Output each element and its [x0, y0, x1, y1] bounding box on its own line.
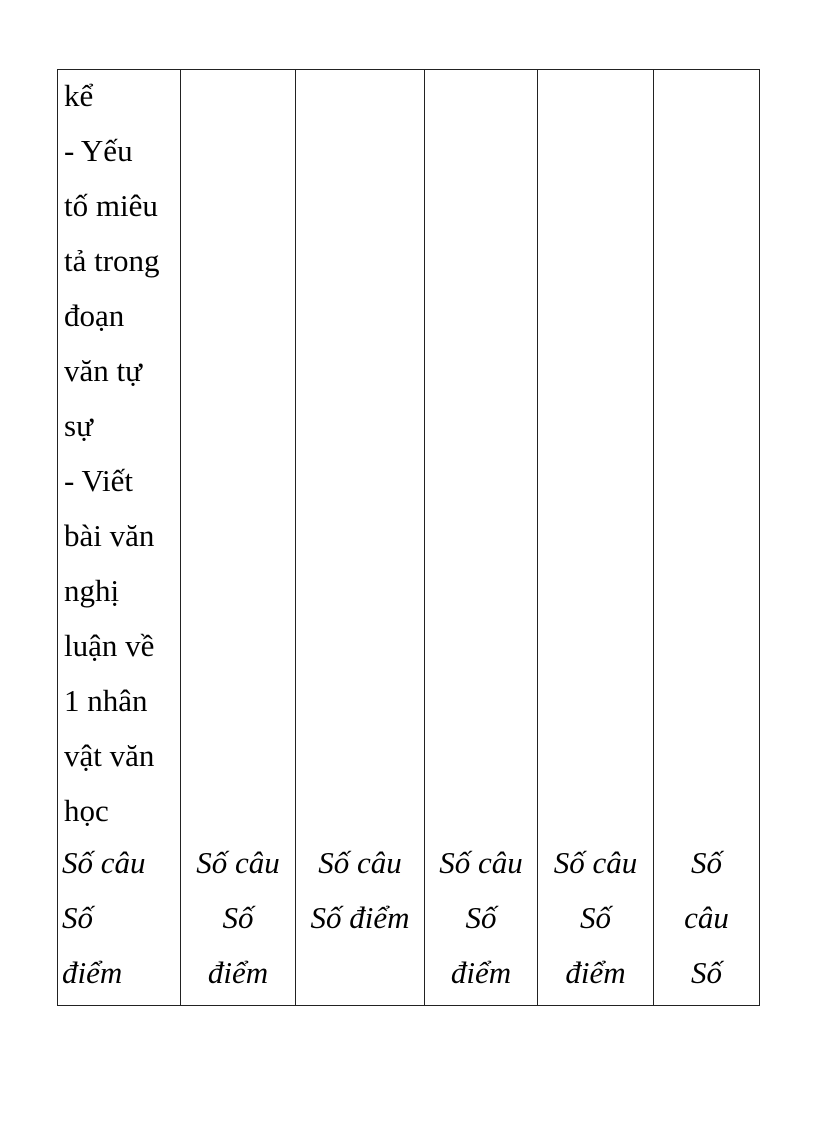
summary-line: điểm: [450, 955, 512, 990]
summary-cell-3: [296, 835, 424, 945]
summary-cell-1: [62, 835, 177, 1000]
summary-line: Số câu: [318, 845, 402, 880]
topic-line: luận về: [64, 628, 155, 663]
summary-line: Số điểm: [310, 900, 410, 935]
topic-line: sự: [64, 408, 93, 443]
summary-line: Số: [465, 900, 497, 935]
topic-line: vật văn: [64, 738, 155, 773]
topic-line: bài văn: [64, 518, 155, 553]
summary-cell-6: [654, 835, 759, 1000]
summary-line: Số: [580, 900, 611, 935]
topic-line: văn tự: [64, 353, 142, 388]
summary-cell-2: [181, 835, 295, 1000]
topic-line: học: [64, 793, 109, 828]
summary-line: điểm: [207, 955, 269, 990]
summary-line: Số câu: [439, 845, 523, 880]
summary-line: Số: [222, 900, 254, 935]
topic-line: - Yếu: [64, 133, 133, 168]
topic-line: tả trong: [64, 243, 160, 278]
summary-line: Số câu: [196, 845, 280, 880]
summary-line: câu: [684, 900, 729, 935]
summary-line: Số: [691, 845, 722, 880]
topic-cell: [64, 68, 176, 838]
topic-line: tố miêu: [64, 188, 158, 223]
topic-line: 1 nhân: [64, 683, 148, 718]
summary-cell-4: [425, 835, 537, 1000]
summary-line: điểm: [565, 955, 626, 990]
topic-line: đoạn: [64, 298, 125, 333]
summary-line: Số câu: [553, 845, 638, 880]
topic-line: kể: [64, 78, 94, 113]
topic-line: nghị: [64, 573, 120, 608]
summary-line: Số: [62, 900, 93, 935]
summary-line: Số câu: [62, 845, 146, 880]
summary-line: điểm: [62, 955, 123, 990]
summary-line: Số: [691, 955, 722, 990]
summary-cell-5: [538, 835, 653, 1000]
topic-line: - Viết: [64, 463, 134, 498]
